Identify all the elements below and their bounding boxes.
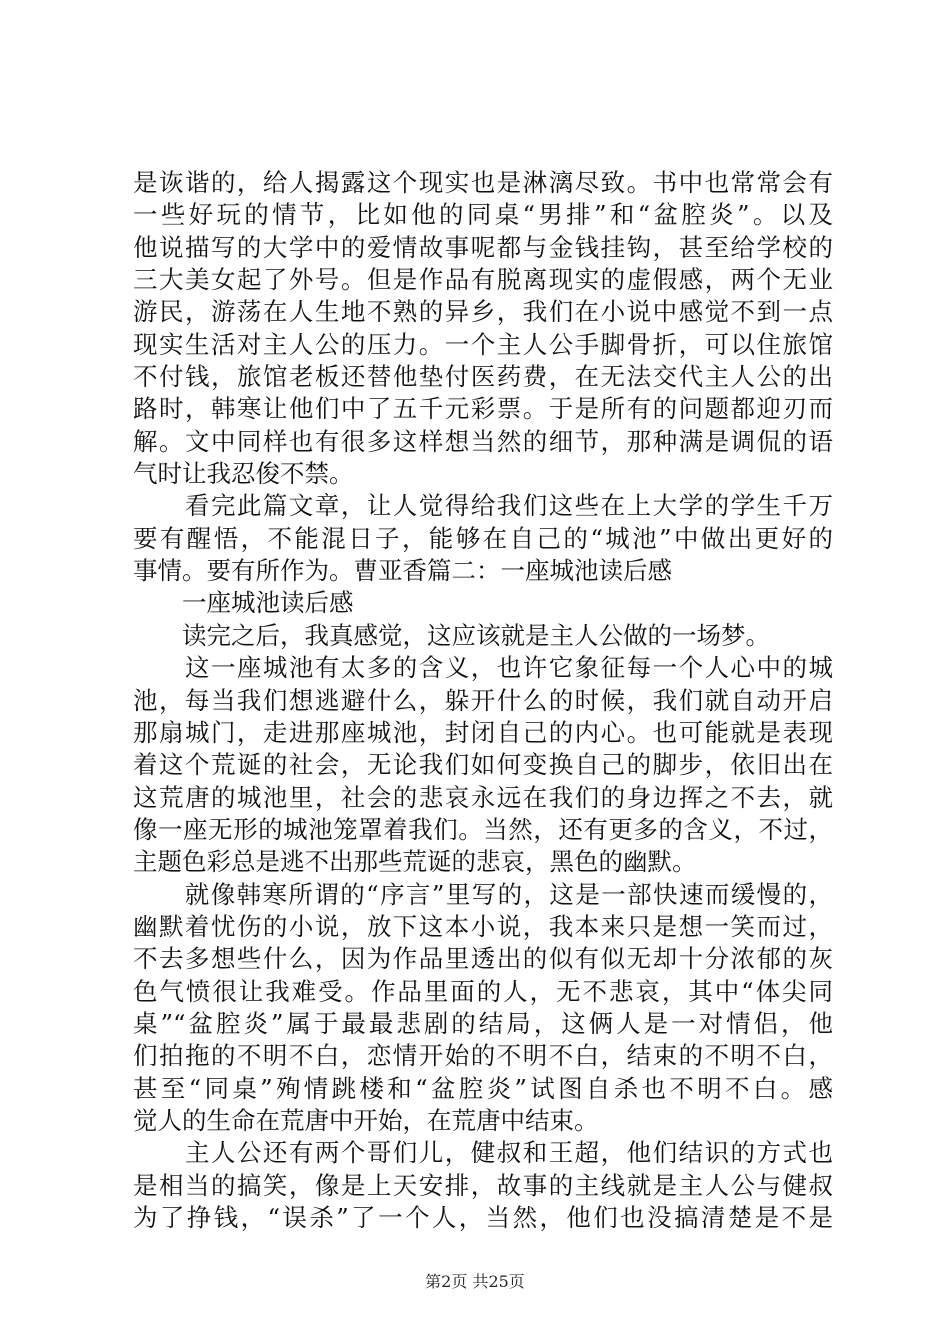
text-line: 不去多想些什么，因为作品里透出的似有似无却十分浓郁的灰 [133,944,833,974]
text-line: 解。文中同样也有很多这样想当然的细节，那种满是调侃的语 [133,426,833,456]
text-line: 是诙谐的，给人揭露这个现实也是淋漓尽致。书中也常常会有 [133,168,833,197]
text-line: 看完此篇文章，让人觉得给我们这些在上大学的学生千万 [133,491,833,521]
text-line: 色气愤很让我难受。作品里面的人，无不悲哀，其中“体尖同 [133,976,833,1006]
text-line: 事情。要有所作为。曹亚香篇二：一座城池读后感 [133,556,672,586]
text-line: 一座城池读后感 [133,588,354,618]
text-line: 路时，韩寒让他们中了五千元彩票。于是所有的问题都迎刃而 [133,394,833,424]
text-line: 那扇城门，走进那座城池，封闭自己的内心。也可能就是表现 [133,717,833,747]
text-line: 是相当的搞笑，像是上天安排，故事的主线就是主人公与健叔 [133,1170,833,1200]
text-line: 为了挣钱，“误杀”了一个人，当然，他们也没搞清楚是不是 [133,1203,833,1232]
page-footer: 第2页 共25页 [425,1272,525,1291]
text-line: 一些好玩的情节，比如他的同桌“男排”和“盆腔炎”。以及 [133,200,833,230]
text-line: 要有醒悟，不能混日子，能够在自己的“城池”中做出更好的 [133,523,833,553]
text-line: 觉人的生命在荒唐中开始，在荒唐中结束。 [133,1105,599,1135]
text-line: 游民，游荡在人生地不熟的异乡，我们在小说中感觉不到一点 [133,297,833,327]
text-line: 读完之后，我真感觉，这应该就是主人公做的一场梦。 [133,620,770,650]
text-line: 气时让我忍俊不禁。 [133,459,354,489]
text-line: 这一座城池有太多的含义，也许它象征每一个人心中的城 [133,653,833,683]
text-line: 现实生活对主人公的压力。一个主人公手脚骨折，可以住旅馆 [133,329,833,359]
text-line: 不付钱，旅馆老板还替他垫付医药费，在无法交代主人公的出 [133,362,833,392]
text-line: 主题色彩总是逃不出那些荒诞的悲哀，黑色的幽默。 [133,847,697,877]
text-line: 他说描写的大学中的爱情故事呢都与金钱挂钩，甚至给学校的 [133,232,833,262]
text-line: 桌”“盆腔炎”属于最最悲剧的结局，这俩人是一对情侣，他 [133,1008,833,1038]
text-line: 池，每当我们想逃避什么，躲开什么的时候，我们就自动开启 [133,685,833,715]
text-line: 着这个荒诞的社会，无论我们如何变换自己的脚步，依旧出在 [133,750,833,780]
text-line: 们拍拖的不明不白，恋情开始的不明不白，结束的不明不白， [133,1041,833,1071]
text-line: 主人公还有两个哥们儿，健叔和王超，他们结识的方式也 [133,1138,833,1168]
text-line: 幽默着忧伤的小说，放下这本小说，我本来只是想一笑而过， [133,911,833,941]
text-line: 就像韩寒所谓的“序言”里写的，这是一部快速而缓慢的， [133,879,833,909]
text-line: 甚至“同桌”殉情跳楼和“盆腔炎”试图自杀也不明不白。感 [133,1073,833,1103]
body-text [133,167,833,1234]
text-line: 这荒唐的城池里，社会的悲哀永远在我们的身边挥之不去，就 [133,782,833,812]
text-line: 像一座无形的城池笼罩着我们。当然，还有更多的含义，不过， [133,814,833,844]
text-line: 三大美女起了外号。但是作品有脱离现实的虚假感，两个无业 [133,265,833,295]
